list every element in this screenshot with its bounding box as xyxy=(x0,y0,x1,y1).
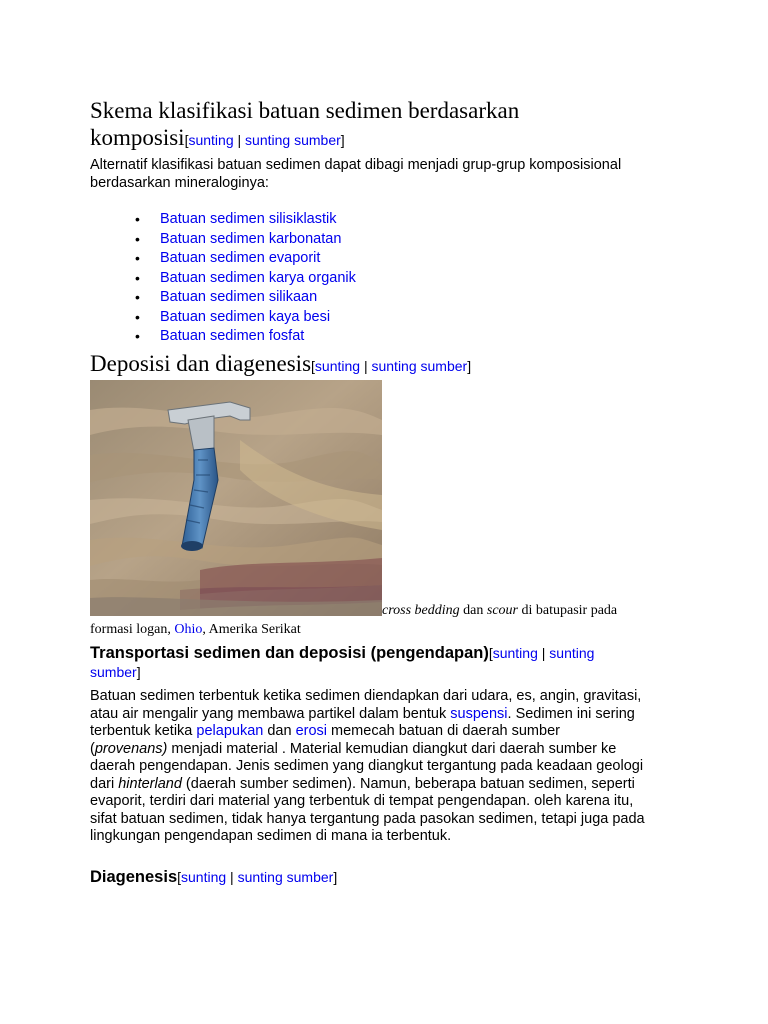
heading-text: komposisi xyxy=(90,125,185,150)
section-heading-klasifikasi xyxy=(90,97,730,154)
link-erosi[interactable]: erosi xyxy=(295,723,328,739)
para-text: terbentuk ketika xyxy=(90,723,197,739)
image-caption-line2 xyxy=(90,621,301,638)
list-item xyxy=(160,308,560,328)
heading-line2 xyxy=(90,124,730,154)
heading-text: Diagenesis xyxy=(90,868,178,886)
list-link-silikaan[interactable]: Batuan sedimen silikaan xyxy=(160,289,318,305)
edit-source-link[interactable]: sunting sumber xyxy=(371,358,468,374)
section-heading-diagenesis xyxy=(90,867,337,888)
list-link-organik[interactable]: Batuan sedimen karya organik xyxy=(160,269,356,286)
edit-source-link[interactable]: sunting sumber xyxy=(237,869,334,885)
para-line xyxy=(90,741,710,759)
para-text: menjadi material . Material kemudian diangkut dari daerah sumber ke xyxy=(167,740,617,757)
sandstone-image xyxy=(90,380,382,616)
caption-text: formasi logan, xyxy=(90,622,175,637)
link-suspensi[interactable]: suspensi xyxy=(450,705,508,722)
para-line: lingkungan pengendapan sedimen di mana ia terbentuk. xyxy=(90,828,452,844)
image-caption-line1 xyxy=(382,602,617,619)
caption-link-ohio[interactable]: Ohio xyxy=(174,622,203,637)
edit-bracket-open: [ xyxy=(311,358,315,374)
para-line xyxy=(90,706,710,724)
para-text: . Sedimen ini sering xyxy=(507,705,635,722)
edit-link[interactable]: sunting xyxy=(314,358,361,374)
para-line xyxy=(90,776,710,794)
edit-bracket-open: [ xyxy=(184,132,189,148)
edit-link[interactable]: sunting xyxy=(188,132,234,148)
caption-text: , Amerika Serikat xyxy=(202,622,301,637)
section-heading-transportasi xyxy=(90,644,680,663)
list-item xyxy=(160,327,560,347)
heading-text: Deposisi dan diagenesis xyxy=(90,351,312,376)
edit-source-link-cont[interactable]: sumber xyxy=(90,664,137,680)
caption-text: dan xyxy=(459,603,487,618)
para-italic-hinterland: hinterland xyxy=(118,775,182,792)
edit-source-link[interactable]: sunting xyxy=(549,645,595,661)
caption-term-cross-bedding: cross bedding xyxy=(382,603,460,618)
para-italic-provenans: provenans) xyxy=(94,740,168,757)
para-line xyxy=(90,723,710,741)
transport-paragraph xyxy=(90,688,710,846)
list-link-kaya-besi[interactable]: Batuan sedimen kaya besi xyxy=(160,308,331,325)
list-item xyxy=(160,249,560,269)
edit-link[interactable]: sunting xyxy=(181,869,227,885)
edit-separator: | xyxy=(233,132,246,148)
rock-hammer-photo xyxy=(90,380,382,616)
edit-bracket-close: ] xyxy=(333,869,338,885)
intro-line: Alternatif klasifikasi batuan sedimen dapat dibagi menjadi grup-grup komposisional xyxy=(90,157,622,173)
list-item xyxy=(160,288,560,308)
para-text: dan xyxy=(263,723,296,739)
edit-link-wrap xyxy=(90,663,141,682)
heading-line1: Skema klasifikasi batuan sedimen berdasarkan xyxy=(90,98,520,123)
para-line: evaporit, terdiri dari material yang terbentuk di tempat pengendapan. oleh karena itu, xyxy=(90,793,634,809)
intro-paragraph xyxy=(90,157,730,192)
edit-separator: | xyxy=(537,645,550,661)
para-text: (daerah sumber sedimen). Namun, beberapa batuan sedimen, seperti xyxy=(181,775,635,792)
para-line: Batuan sedimen terbentuk ketika sedimen diendapkan dari udara, es, angin, gravitasi, xyxy=(90,688,642,704)
para-text: atau air mengalir yang membawa partikel dalam bentuk xyxy=(90,705,451,722)
list-link-evaporit[interactable]: Batuan sedimen evaporit xyxy=(160,250,321,266)
edit-bracket-close: ] xyxy=(136,664,141,680)
section-heading-deposisi xyxy=(90,350,730,380)
list-link-silisiklastik[interactable]: Batuan sedimen silisiklastik xyxy=(160,211,337,227)
list-item xyxy=(160,230,560,250)
edit-source-link[interactable]: sunting sumber xyxy=(245,132,341,148)
edit-bracket-close: ] xyxy=(340,132,345,148)
edit-link[interactable]: sunting xyxy=(492,645,538,661)
edit-bracket-open: [ xyxy=(177,869,182,885)
caption-term-scour: scour xyxy=(486,603,518,618)
edit-bracket-open: [ xyxy=(488,645,493,661)
heading-text: Transportasi sedimen dan deposisi (pengendapan) xyxy=(90,644,489,662)
edit-separator: | xyxy=(226,869,238,885)
para-line: daerah pengendapan. Jenis sedimen yang diangkut tergantung pada keadaan geologi xyxy=(90,758,644,774)
para-text: ( xyxy=(90,740,95,757)
para-text: memecah batuan di daerah sumber xyxy=(327,723,560,739)
list-item xyxy=(160,210,560,230)
list-link-fosfat[interactable]: Batuan sedimen fosfat xyxy=(160,328,305,344)
composition-list xyxy=(160,210,560,347)
para-text: dari xyxy=(90,775,119,792)
edit-separator: | xyxy=(360,358,372,374)
para-line: sifat batuan sedimen, tidak hanya tergantung pada pasokan sedimen, tetapi juga pada xyxy=(90,810,645,827)
link-pelapukan[interactable]: pelapukan xyxy=(196,723,264,739)
list-item xyxy=(160,269,560,289)
caption-text: di batupasir pada xyxy=(518,603,618,618)
intro-line: berdasarkan mineraloginya: xyxy=(90,174,269,191)
list-link-karbonatan[interactable]: Batuan sedimen karbonatan xyxy=(160,230,342,247)
edit-bracket-close: ] xyxy=(467,358,472,374)
